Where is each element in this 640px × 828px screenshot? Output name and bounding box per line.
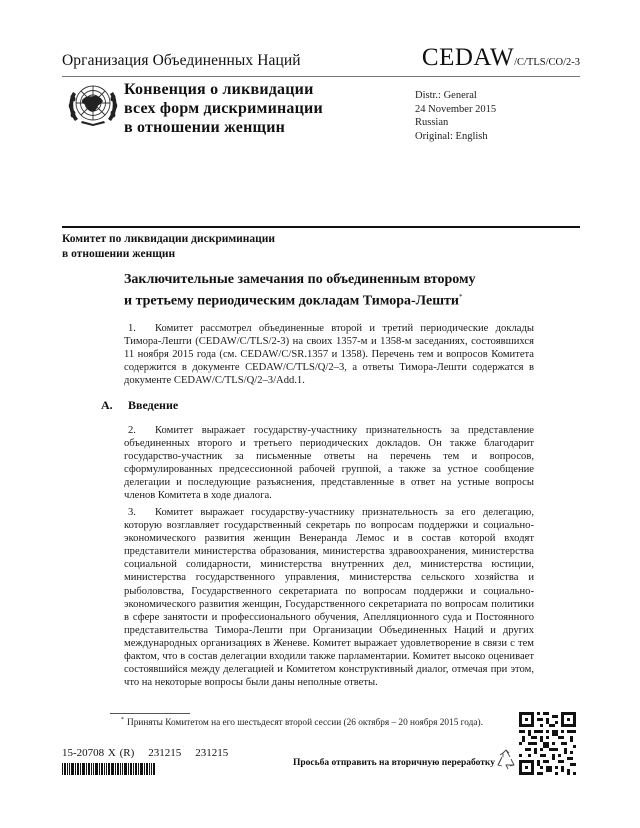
document-symbol [422,44,580,72]
footnote [121,717,483,728]
symbol-suffix: /C/TLS/CO/2-3 [514,57,580,68]
footnote-divider [110,713,190,714]
convention-title-line: всех форм дискриминации [124,100,323,117]
original-language: Original: English [415,130,488,142]
paragraph-3 [124,506,534,689]
convention-title-line: в отношении женщин [124,119,286,136]
date-1: 231215 [148,747,182,759]
document-date: 24 November 2015 [415,103,497,115]
header-divider [62,76,580,77]
footnote-marker: * [458,292,463,301]
job-number-line [62,747,242,759]
un-emblem-icon [67,82,119,127]
paragraph-number: 2. [128,425,136,436]
symbol-main: CEDAW [421,44,515,71]
distr-status: Distr.: General [415,90,477,101]
document-title-line: и третьему периодическим докладам Тимора-Лешти [124,293,459,309]
date-2: 231215 [195,747,229,759]
distribution-block [415,89,496,143]
barcode-icon [62,763,155,775]
section-heading [101,398,178,413]
document-title-line: Заключительные замечания по объединенным второму [124,272,476,287]
paragraph-text: Комитет рассмотрел объединенные второй и третий периодические доклады Тимора-Лешти (CEDAW/C/TLS/2-3) на своих 1357-м и 1358-м заседаниях, состоявшихся 11 ноября 2015 года (см. CEDAW/C/SR.1357 и 1358). Перечень тем и вопросов Комитета содержится в документе CEDAW/C/TLS/Q/2–3, а ответы Тимора-Лешти содержатся в документе CEDAW/C/TLS/Q/2–3/Add.1. [124,323,534,387]
convention-title [124,80,323,137]
committee-divider [62,226,580,228]
recycle-notice: Просьба отправить на вторичную переработку [293,758,495,768]
paragraph-text: Комитет выражает государству-участнику признательность за представление объединенных второго и третьего периодических докладов. Он также благодарит государство-участник за письменные ответы на перечень тем и вопросов, сформулированных предсессионной рабочей группой, а также за устное сообщение делегации и последующие разъяснения, представленные в ответ на устные вопросы членов Комитета в ходе диалога. [124,425,534,502]
committee-line: в отношении женщин [62,248,176,260]
paragraph-number: 1. [128,323,136,334]
organization-name: Организация Объединенных Наций [62,52,301,69]
document-title [124,271,476,310]
committee-name [62,232,275,262]
section-letter: A. [101,398,113,412]
job-number: 15-20708 X (R) [62,747,135,759]
paragraph-2 [124,424,534,503]
document-language: Russian [415,117,449,128]
footnote-text: Приняты Комитетом на его шестьдесят второй сессии (26 октября – 20 ноября 2015 года). [127,718,483,729]
committee-line: Комитет по ликвидации дискриминации [62,233,276,245]
paragraph-1 [124,322,534,387]
qr-code-icon [519,712,576,775]
footnote-marker: * [121,717,124,723]
paragraph-text: Комитет выражает государству-участнику признательность за его делегацию, которую возглавляет государственный секретарь по вопросам поддержки и социально-экономического развития женщин Венеранда Лемос и в состав которой входят представители министерства образования, министерства здравоохранения, министерства социальной солидарности, министерства внутренних дел, министерства юстиции, министерства государственного управления, министерства сельского хозяйства и рыболовства, Государственного секретариата по вопросам поддержки и социально-экономического развития женщин, Государственного секретариата по вопросам политики в сфере занятости и профессионального обучения, Апелляционного суда и Постоянного представительства Тимора-Лешти при Организации Объединенных Наций и других международных организациях в Женеве. Комитет выражает удовлетворение в связи с тем фактом, что в состав делегации входили также парламентарии. Комитет высоко оценивает состоявшийся между делегацией и Комитетом конструктивный диалог, отмечая при этом, что на некоторые вопросы были даны неполные ответы. [124,507,534,689]
section-title: Введение [128,398,179,412]
recycle-icon [496,749,516,771]
paragraph-number: 3. [128,507,136,518]
convention-title-line: Конвенция о ликвидации [124,81,314,98]
